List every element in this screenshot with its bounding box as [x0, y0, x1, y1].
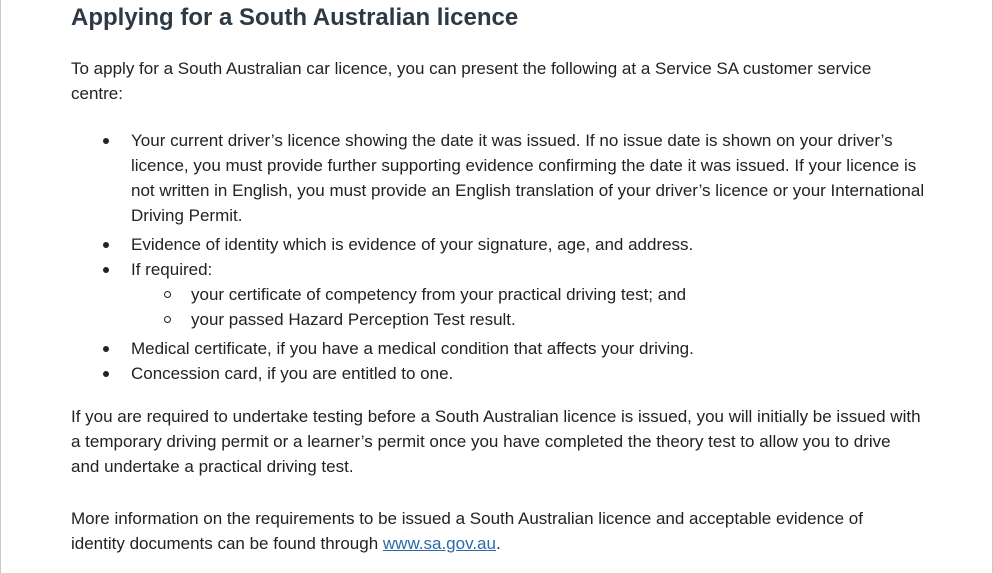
- hollow-bullet-icon: [164, 316, 171, 323]
- bullet-icon: [103, 371, 109, 377]
- more-info-paragraph: [71, 506, 921, 556]
- list-item-text: Medical certificate, if you have a medical condition that affects your driving.: [131, 339, 694, 358]
- requirements-list: [71, 128, 931, 386]
- sub-list-item-text: your passed Hazard Perception Test result.: [191, 310, 516, 329]
- sub-list: [131, 282, 931, 332]
- list-item-current-licence: [71, 128, 931, 228]
- list-item-concession-card: [71, 361, 931, 386]
- hollow-bullet-icon: [164, 291, 171, 298]
- list-item-medical-certificate: [71, 336, 931, 361]
- sub-list-item-certificate: [131, 282, 931, 307]
- intro-paragraph: To apply for a South Australian car licence, you can present the following at a Service SA customer service centre:: [71, 59, 872, 103]
- list-item-evidence-of-identity: [71, 232, 931, 257]
- list-item-text: Concession card, if you are entitled to one.: [131, 364, 454, 383]
- more-info-text: More information on the requirements to be issued a South Australian licence and acceptable evidence of identity documents can be found through: [71, 509, 863, 553]
- testing-paragraph: If you are required to undertake testing before a South Australian licence is issued, you will initially be issued with a temporary driving permit or a learner’s permit once you have completed the theory test to allow you to drive and undertake a practical driving test.: [71, 407, 921, 476]
- bullet-icon: [103, 267, 109, 273]
- list-item-if-required: [71, 257, 931, 332]
- sa-gov-link[interactable]: www.sa.gov.au: [382, 534, 496, 553]
- bullet-icon: [103, 138, 109, 144]
- page-title: Applying for a South Australian licence: [71, 4, 519, 31]
- sub-list-item-text: your certificate of competency from your practical driving test; and: [191, 285, 687, 304]
- list-item-text: If required:: [131, 260, 213, 279]
- bullet-icon: [103, 346, 109, 352]
- more-info-trailing: .: [495, 534, 501, 553]
- bullet-icon: [103, 242, 109, 248]
- list-item-text: Evidence of identity which is evidence of your signature, age, and address.: [131, 235, 694, 254]
- list-item-text: Your current driver’s licence showing the date it was issued. If no issue date is shown on your driver’s licence, you must provide further supporting evidence confirming the date it was issued. If your licence is not written in English, you must provide an English translation of your driver’s licence or your International Driving Permit.: [131, 131, 925, 225]
- sub-list-item-hazard-test: [131, 307, 931, 332]
